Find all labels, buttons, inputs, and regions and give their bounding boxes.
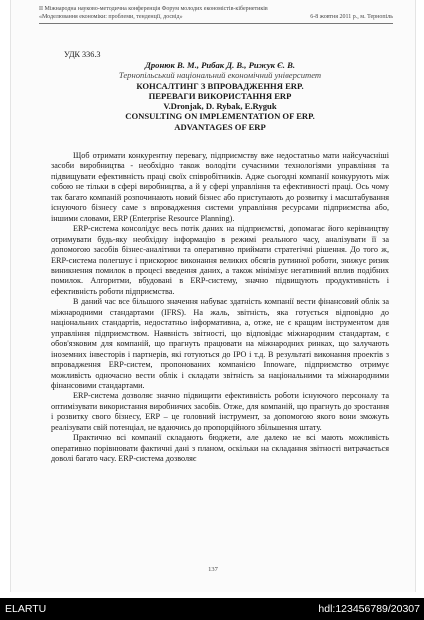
article-body — [51, 151, 389, 465]
handle-id: hdl:123456789/20307 — [318, 603, 420, 615]
running-header — [39, 6, 393, 21]
header-rule — [39, 23, 393, 24]
document-page — [10, 0, 416, 592]
title-ua-line-2: ПЕРЕВАГИ ВИКОРИСТАННЯ ERP — [148, 90, 292, 101]
paragraph: Щоб отримати конкурентну перевагу, підприємству вже недостатньо мати найсучасніші засоби виробництва - необхідно також володіти сучасними технологіями управління та підвищувати ефективність праці своїх співробітників. Адже сьогодні компанії конкурують між собою не тільки в сфері виробництва, а й у сфері управління та ефективності праці. Ось чому так багато компаній розпочинають новий бізнес або приступають до розвитку і масштабування існуючого бізнесу саме з впровадження системи управління ресурсами підприємства або, іншими словами, ERP (Enterprise Resource Planning). — [51, 151, 389, 223]
authors-ua: Дронюк В. М., Рибак Д. В., Рижук Є. В. — [145, 60, 295, 70]
udk-code: УДК 336.3 — [64, 50, 101, 59]
page-number: 137 — [208, 566, 218, 573]
paragraph: В даний час все більшого значення набуває здатність компанії вести фінансовий облік за міжнародними стандартами (IFRS). На жаль, звітність, яка готується відповідно до національних стандартів, недостатньо інформативна, а, отже, не є кращим інструментом для управління підприємством. Наявність звітності, що відповідає міжнародним стандартам, є обов'язковим для компаній, що прагнуть працювати на міжнародних ринках, що залучають іноземних інвесторів і партнерів, які готуються до IPO і т.д. В результаті виконання проектів з впровадження ERP-систем, пропонованих компанією Innoware, підприємство отримує можливість одночасно вести облік і складати звітність за національними та міжнародними фінансовими стандартами. — [51, 297, 389, 390]
paragraph: ERP-система дозволяє значно підвищити ефективність роботи існуючого персоналу та оптимізувати використання виробничих засобів. Отже, для компаній, що прагнуть до зростання і розвитку свого бізнесу, ERP – це головний інструмент, за допомогою якого вони зможуть реалізувати свій потенціал, не вдаючись до пропорційного збільшення штату. — [51, 391, 389, 432]
title-en-line-1: CONSULTING ON IMPLEMENTATION OF ERP. — [125, 111, 315, 122]
title-ua-line-1: КОНСАЛТИНГ З ВПРОВАДЖЕННЯ ERP. — [136, 80, 304, 91]
repository-name: ELARTU — [5, 603, 47, 615]
title-en-line-2: ADVANTAGES OF ERP — [174, 121, 266, 132]
authors-en: V.Dronjak, D. Rybak, E.Ryguk — [163, 101, 277, 112]
affiliation: Тернопільський національний економічний університет — [118, 70, 322, 81]
paragraph: Практично всі компанії складають бюджети, але далеко не всі мають можливість оперативно порівнювати фактичні дані з планом, оскільки на складання звітності витрачається доволі багато часу. ERP-система дозволяє — [51, 433, 389, 464]
header-conference: II Міжнародна науково-методична конференція Форум молодих економістів-кібернетиків — [39, 6, 268, 12]
paragraph: ERP-система консолідує весь потік даних на підприємстві, допомагає його керівництву отримувати будь-яку необхідну інформацію в режимі реального часу, аналізувати її за допомогою засобів бізнес-аналітики та оперативно приймати стратегічні рішення. До того ж, ERP-система полегшує і прискорює виконання великих обсягів рутинної роботи, знижує ризик виникнення помилок в процесі введення даних, а також мінімізує негативний вплив подібних помилок. Алгоритми, вбудовані в ERP-систему, значно підвищують продуктивність і ефективність роботи підприємства. — [51, 224, 389, 296]
title-block — [51, 60, 389, 132]
header-date-place: 6-8 жовтня 2011 р., м. Тернопіль — [310, 13, 393, 20]
header-conference-subtitle: «Моделювання економіки: проблеми, тенденції, досвід» — [39, 13, 183, 20]
repository-footer-bar — [0, 598, 424, 620]
